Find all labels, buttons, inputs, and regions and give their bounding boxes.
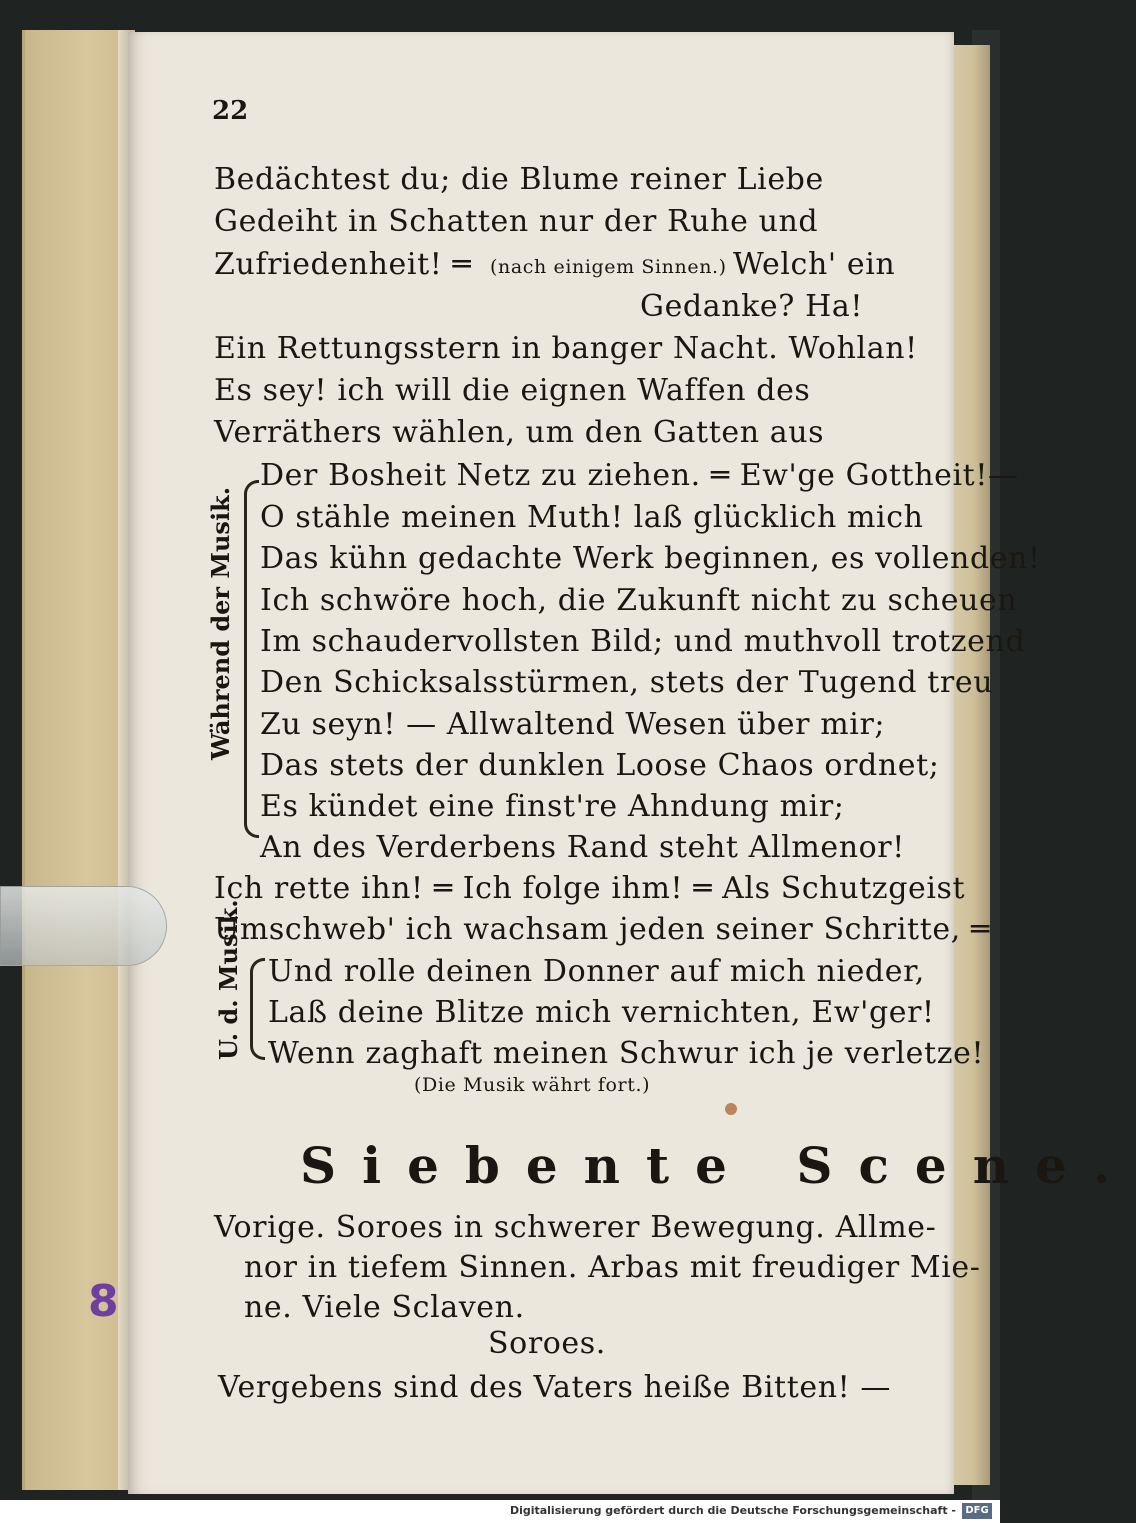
text-line: Gedeiht in Schatten nur der Ruhe und — [214, 204, 819, 239]
text-line: Vergebens sind des Vaters heiße Bitten! — — [218, 1370, 892, 1405]
text-line: Das kühn gedachte Werk beginnen, es vollenden! — [260, 541, 1041, 576]
stage-direction: (nach einigem Sinnen.) — [490, 256, 727, 278]
text-line: Das stets der dunklen Loose Chaos ordnet; — [260, 748, 940, 783]
scene-description-line: ne. Viele Sclaven. — [244, 1290, 525, 1325]
text-line: An des Verderbens Rand steht Allmenor! — [260, 830, 905, 865]
text-line: Ich rette ihn! ═ Ich folge ihm! ═ Als Schutzgeist — [214, 871, 966, 906]
text-line: Laß deine Blitze mich vernichten, Ew'ger! — [268, 995, 935, 1030]
paper-spot — [725, 1103, 737, 1115]
text-line: Zu seyn! — Allwaltend Wesen über mir; — [260, 707, 886, 742]
text-line: O stähle meinen Muth! laß glücklich mich — [260, 500, 924, 535]
text-line: Gedanke? Ha! — [640, 289, 863, 324]
scene-description-line: nor in tiefem Sinnen. Arbas mit freudiger Mie- — [244, 1250, 981, 1285]
stage-direction: (Die Musik währt fort.) — [414, 1074, 651, 1096]
text-line: Welch' ein — [733, 247, 896, 282]
bracket — [250, 958, 265, 1060]
text-line: Und rolle deinen Donner auf mich nieder, — [268, 954, 925, 989]
text-line: Es kündet eine finst're Ahndung mir; — [260, 789, 845, 824]
footer-credit: Digitalisierung gefördert durch die Deutsche Forschungsgemeinschaft - — [509, 1504, 956, 1517]
bracket — [244, 480, 259, 838]
text-line: Ein Rettungsstern in banger Nacht. Wohlan! — [214, 331, 918, 366]
speaker-name: Soroes. — [488, 1326, 606, 1361]
margin-note: U. d. Musik. — [214, 899, 243, 1060]
text-line: Wenn zaghaft meinen Schwur ich je verletze! — [268, 1036, 985, 1071]
text-line: Umschweb' ich wachsam jeden seiner Schritte, ═ — [214, 912, 990, 947]
text-line: Zufriedenheit! ═ — [214, 247, 472, 282]
page-number: 22 — [212, 96, 249, 126]
text-line: Verräthers wählen, um den Gatten aus — [214, 415, 825, 450]
text-line: Bedächtest du; die Blume reiner Liebe — [214, 162, 824, 197]
text-line: Es sey! ich will die eignen Waffen des — [214, 373, 811, 408]
scene-title: Siebente Scene. — [300, 1136, 1136, 1195]
library-mark: 8 — [88, 1276, 119, 1327]
text-line: Im schaudervollsten Bild; und muthvoll trotzend — [260, 624, 1026, 659]
text-line: Den Schicksalsstürmen, stets der Tugend treu — [260, 665, 994, 700]
text-line: Ich schwöre hoch, die Zukunft nicht zu scheuen — [260, 583, 1018, 618]
dfg-logo-icon: DFG — [962, 1503, 992, 1519]
margin-note: Während der Musik. — [206, 486, 235, 760]
text-line: Der Bosheit Netz zu ziehen. ═ Ew'ge Gottheit!— — [260, 458, 1019, 493]
page-clip — [0, 886, 167, 966]
scene-description-line: Vorige. Soroes in schwerer Bewegung. Allme- — [214, 1210, 937, 1245]
footer-bar — [0, 1500, 1000, 1523]
